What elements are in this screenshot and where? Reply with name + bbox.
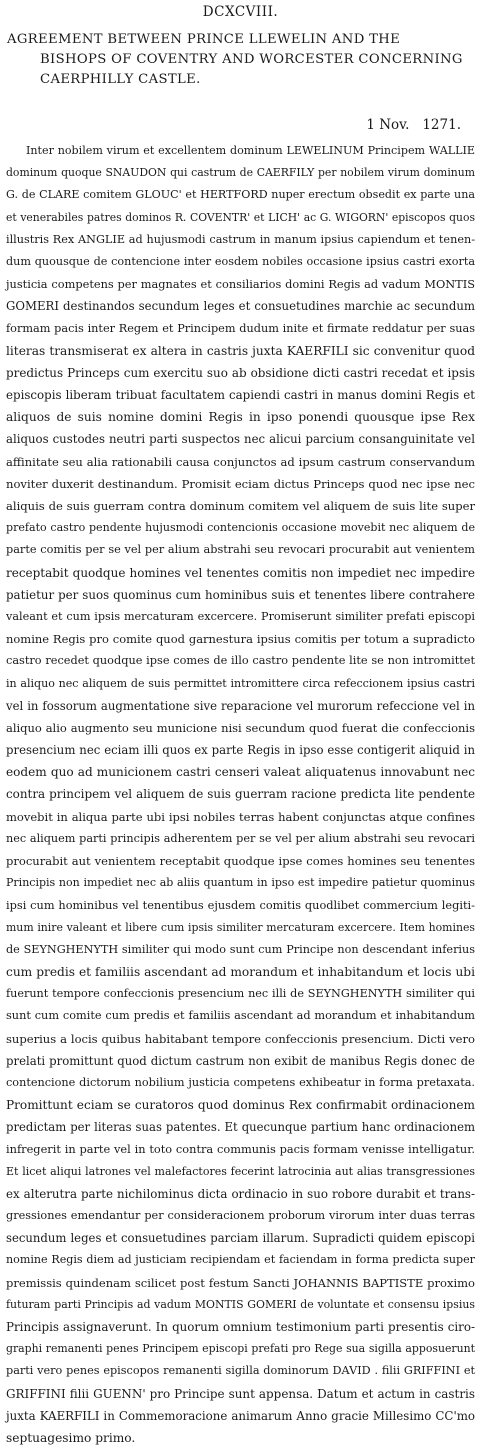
body-line: et venerabiles patres dominos R. COVENTR' et LICH' ac G. WIGORN' episcopos quos [6,210,475,224]
body-line: cum predis et familiis ascendant ad morandum et inhabitandum et locis ubi [6,964,475,979]
body-line: procurabit aut venientem receptabit quodque ipse comes homines seu tenentes [6,854,475,868]
body-line: aliquo alio augmento seu municione nisi secundum quod fuerat die confeccionis [6,720,475,735]
body-line: fuerunt tempore confeccionis presencium nec illi de SEYNGHENYTH similiter qui [6,987,475,1001]
body-line: prefato castro pendente hujusmodi contencionis occasione movebit nec aliquem de [6,521,475,535]
title-line: BISHOPS OF COVENTRY AND WORCESTER CONCERNING [40,52,463,67]
document-title [7,30,477,90]
body-line: infregerit in parte vel in toto contra communis pacis formam venisse intelligatur. [6,1142,475,1157]
body-line: secundum leges et consuetudines parciam illarum. Supradicti quidem episcopi [6,1231,475,1246]
body-line: aliquos custodes neutri parti suspectos nec alicui parcium consanguinitate vel [6,432,475,447]
title-line: AGREEMENT BETWEEN PRINCE LLEWELIN AND THE [7,32,401,47]
body-line: eodem quo ad municionem castri censeri valeat aliquatenus innovabunt nec [6,765,475,780]
body-line: Principis assignaverunt. In quorum omnium testimonium parti presentis ciro- [6,1319,475,1334]
body-line: nomine Regis diem ad justiciam recipiendam et faciendam in forma predicta super [6,1253,475,1267]
body-line: nomine Regis pro comite quod garnestura ipsius comitis per totum a supradicto [6,632,475,647]
body-line: septuagesimo primo. [6,1430,136,1445]
body-line: predictus Princeps cum exercitu suo ab obsidione dicti castri recedat et ipsis [6,365,475,380]
body-line: castro recedet quodque ipse comes de illo castro pendente lite se non intromittet [6,654,475,668]
body-line: receptabit quodque homines vel tenentes comitis non impediet nec impedire [6,565,475,580]
body-line: futuram parti Principis ad vadum MONTIS GOMERI de voluntate et consensu ipsius [6,1297,475,1311]
body-line: graphi remanenti penes Principem episcopi prefati pro Rege sua sigilla apposuerunt [6,1342,475,1356]
body-line: patietur per suos quominus cum hominibus suis et tenentes libere contrahere [6,587,475,602]
body-line: affinitate seu alia rationabili causa conjunctos ad ipsum castrum conservandum [6,454,475,469]
body-line: vel in fossorum augmentatione sive reparacione vel murorum refeccione vel in [6,698,475,713]
body-line: aliquis de suis guerram contra dominum comitem vel aliquem de suis lite super [6,499,475,513]
document-body [6,140,475,1449]
body-line: formam pacis inter Regem et Principem dudum inite et firmate reddatur per suas [6,321,475,335]
body-line: premissis quindenam scilicet post festum Sancti JOHANNIS BAPTISTE proximo [6,1275,475,1290]
body-line: Promittunt eciam se curatoros quod dominus Rex confirmabit ordinacionem [6,1098,475,1113]
body-line: ipsi cum hominibus vel tenentibus ejusdem comitis quodlibet commercium legiti- [6,898,475,913]
body-line: episcopis liberam tribuat facultatem capiendi castri in manus domini Regis et [6,388,475,403]
body-line: GRIFFINI filii GUENN' pro Principe sunt appensa. Datum et actum in castris [6,1386,475,1401]
body-line: superius a locis quibus habitabant tempore confeccionis presencium. Dicti vero [6,1031,475,1046]
body-line: dominum quoque SNAUDON qui castrum de CAERFILY per nobilem virum dominum [6,166,475,180]
body-line: parte comitis per se vel per alium abstrahi seu revocari procurabit aut venientem [6,543,475,557]
document-number: DCXCVIII. [202,4,279,20]
document-date: 1 Nov. 1271. [366,117,461,133]
body-line: justicia competens per magnates et consiliarios domini Regis ad vadum MONTIS [6,277,475,292]
body-line: ex alterutra parte nichilominus dicta ordinacio in suo robore durabit et trans- [6,1186,475,1201]
body-line: contencione dictorum nobilium justicia competens exhibeatur in forma pretaxata. [6,1075,475,1089]
body-line: movebit in aliqua parte ubi ipsi nobiles terras habent conjunctas atque confines [6,809,475,824]
body-line: in aliquo nec aliquem de suis permittet intromittere circa refeccionem ipsius castri [6,676,475,690]
body-line: predictam per literas suas patentes. Et quecunque partium hanc ordinacionem [6,1120,475,1135]
body-line: noviter duxerit destinandum. Promisit eciam dictus Princeps quod nec ipse nec [6,476,475,491]
body-line: gressiones emendantur per consideracionem proborum virorum inter duas terras [6,1209,475,1222]
body-line: mum inire valeant et libere cum ipsis similiter mercaturam excercere. Item homines [6,920,475,934]
body-line: illustris Rex ANGLIE ad hujusmodi castrum in manum ipsius capiendum et tenen- [6,232,475,246]
body-line: nec aliquem parti principis adherentem per se vel per alium abstrahi seu revocari [6,831,475,845]
body-line: prelati promittunt quod dictum castrum non exibit de manibus Regis donec de [6,1053,475,1068]
body-line: sunt cum comite cum predis et familiis ascendant ad morandum et inhabitandum [6,1009,475,1023]
body-line: Inter nobilem virum et excellentem dominum LEWELINUM Principem WALLIE [26,144,475,157]
body-line: parti vero penes episcopos remanenti sigilla dominorum DAVID . filii GRIFFINI et [6,1364,475,1378]
body-line: Et licet aliqui latrones vel malefactores fecerint latrocinia aut alias transgressiones [6,1164,475,1178]
body-line: presencium nec eciam illi quos ex parte Regis in ipso esse contigerit aliquid in [6,743,475,758]
title-line: CAERPHILLY CASTLE. [40,72,201,87]
body-line: juxta KAERFILI in Commemoracione animarum Anno gracie Millesimo CC'mo [6,1408,475,1423]
body-line: de SEYNGHENYTH similiter qui modo sunt cum Principe non descendant inferius [6,942,475,956]
body-line: Principis non impediet nec ab aliis quantum in ipso est impedire patietur quominus [6,876,475,890]
body-line: dum quousque de contencione inter eosdem nobiles occasione ipsius castri exorta [6,254,475,268]
body-line: literas transmiserat ex altera in castris juxta KAERFILI sic convenitur quod [6,343,475,358]
body-line: G. de CLARE comitem GLOUC' et HERTFORD nuper erectum obsedit ex parte una [6,188,475,202]
body-line: GOMERI destinandos secundum leges et consuetudines marchie ac secundum [6,299,475,314]
body-line: aliquos de suis nomine domini Regis in ipso ponendi quousque ipse Rex [6,410,475,425]
body-line: contra principem vel aliquem de suis guerram racione predicta lite pendente [6,787,475,802]
body-line: valeant et cum ipsis mercaturam excercere. Promiserunt similiter prefati episcopi [6,609,475,623]
